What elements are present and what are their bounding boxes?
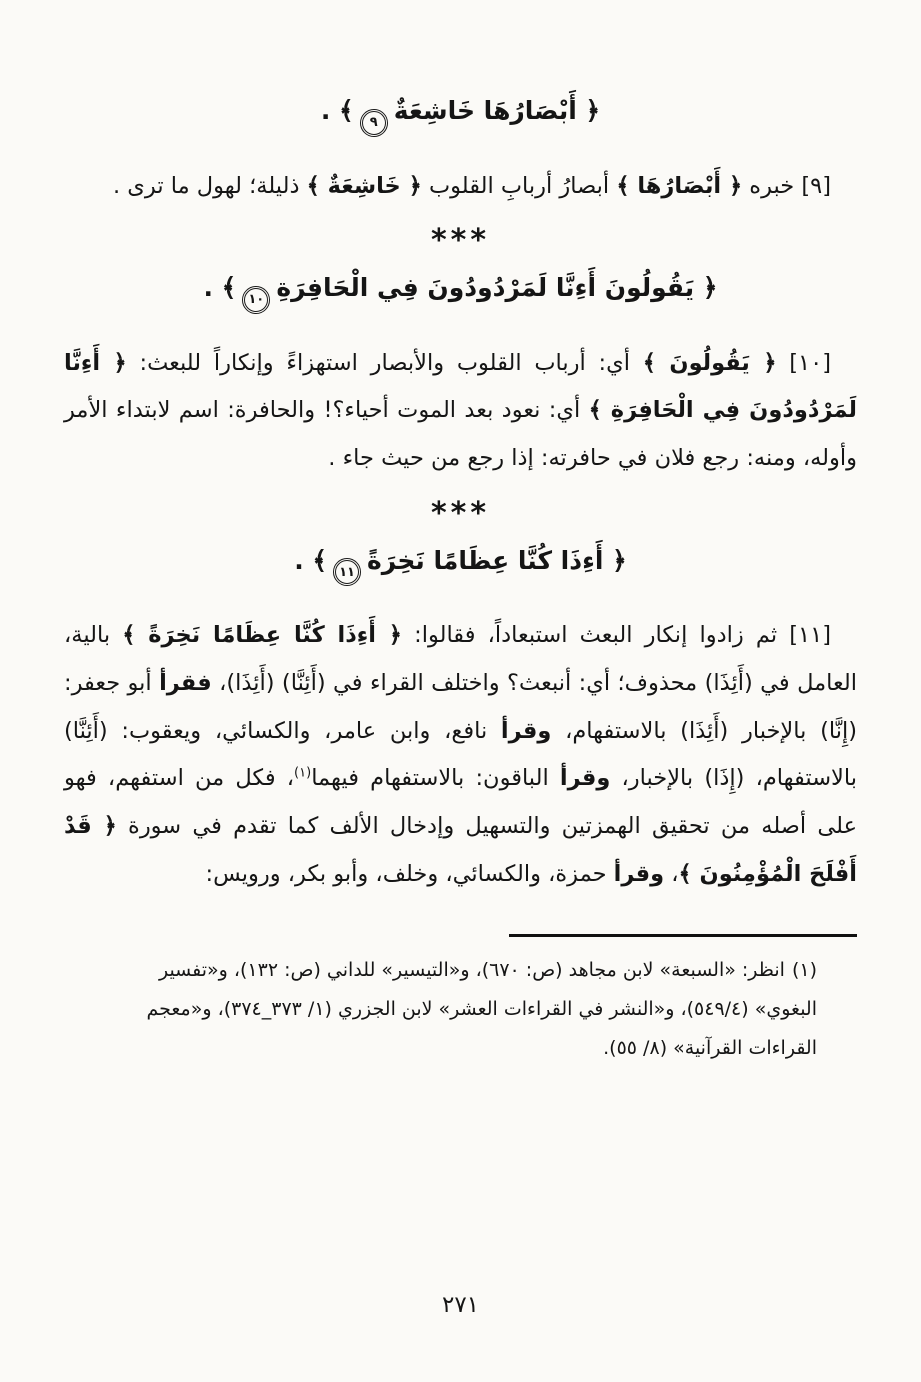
text-segment: ﴿ أَبْصَارُهَا ﴾ [616, 172, 743, 199]
text-segment: [١١] ثم زادوا إنكار البعث استبعاداً، فقالوا: [402, 622, 831, 649]
text-segment: ﴿ أَءِذَا كُنَّا عِظَامًا نَخِرَةً ﴾ [122, 622, 402, 649]
text-segment: ﴿ يَقُولُونَ ﴾ [642, 349, 777, 376]
verse-close-bracket: ﴾ . [320, 96, 354, 125]
text-segment: ﴿ قَدْ أَفْلَحَ الْمُؤْمِنُونَ ﴾ [64, 813, 857, 887]
ayah-number-badge: ١٠ [242, 286, 270, 314]
commentary-paragraph-11 [64, 612, 857, 898]
footnote-1 [64, 951, 857, 1068]
quran-verse-10 [64, 273, 857, 314]
text-segment: ، فكل من استفهم، فهو على أصله من تحقيق الهمزتين والتسهيل وإدخال الألف كما تقدم في سورة [64, 765, 857, 839]
verse-text: ﴿ أَبْصَارُهَا خَاشِعَةٌ [393, 96, 601, 125]
text-segment: ، [664, 860, 679, 887]
text-segment: نافع، وابن عامر، والكسائي، ويعقوب: (أَئِنَّا) بالاستفهام، (إِذَا) بالإخبار، [64, 717, 858, 792]
quran-verse-11 [64, 546, 857, 587]
verse-text: ﴿ يَقُولُونَ أَءِنَّا لَمَرْدُودُونَ فِي الْحَافِرَةِ [276, 273, 718, 303]
ayah-number-badge: ١١ [333, 558, 361, 586]
page-number: ٢٧١ [441, 1292, 480, 1318]
verse-close-bracket: ﴾ . [203, 273, 237, 303]
quran-verse-9 [64, 96, 857, 137]
text-segment: (١) [294, 765, 312, 781]
commentary-paragraph-9 [64, 163, 857, 211]
section-separator: *** [430, 495, 491, 531]
text-segment: ﴿ خَاشِعَةٌ ﴾ [306, 172, 422, 199]
text-segment: وقرأ [500, 717, 552, 744]
text-segment: أي: أرباب القلوب والأبصار استهزاءً وإنكاراً للبعث: [126, 349, 643, 376]
text-segment: ذليلة؛ لهول ما ترى . [112, 172, 307, 199]
text-segment: وقرأ [559, 765, 611, 792]
text-segment: فقرأ [159, 669, 212, 696]
text-segment: [٩] خبره [742, 172, 831, 199]
text-segment: [١٠] [776, 349, 831, 376]
text-segment: أبو جعفر: (إِنَّا) بالإخبار (أَئِذَا) بالاستفهام، [64, 669, 857, 744]
text-segment: أي: نعود بعد الموت أحياء؟! والحافرة: اسم لابتداء الأمر وأوله، ومنه: رجع فلان في حافرته: إذا رجع من حيث جاء . [64, 397, 857, 472]
text-segment: بالية، العامل في (أَئِذَا) محذوف؛ أي: أنبعث؟ واختلف القراء في (أَئِنَّا) (أَئِذَا)، [64, 622, 857, 696]
commentary-paragraph-10 [64, 340, 857, 483]
footnote-marker: (١) [791, 959, 817, 982]
footnote-divider [509, 934, 857, 937]
text-segment: حمزة، والكسائي، وخلف، وأبو بكر، ورويس: [205, 860, 614, 887]
text-segment: وقرأ [613, 860, 665, 887]
verse-close-bracket: ﴾ . [294, 545, 328, 575]
section-separator: *** [430, 223, 491, 259]
verse-text: ﴿ أَءِذَا كُنَّا عِظَامًا نَخِرَةً [367, 545, 627, 575]
text-segment: ﴿ أَءِنَّا لَمَرْدُودُونَ فِي الْحَافِرَةِ ﴾ [64, 349, 857, 424]
text-segment: الباقون: بالاستفهام فيهما [311, 765, 560, 792]
footnote-text: انظر: «السبعة» لابن مجاهد (ص: ٦٧٠)، و«التيسير» للداني (ص: ١٣٢)، و«تفسير البغوي» (٥٤٩/٤)، و«النشر في القراءات العشر» لابن الجزري (١/ ٣٧٣_٣٧٤)، و«معجم القراءات القرآنية» (٨/ ٥٥). [146, 959, 817, 1060]
ayah-number-badge: ٩ [360, 109, 388, 137]
text-segment: أبصارُ أربابِ القلوب [421, 172, 617, 199]
